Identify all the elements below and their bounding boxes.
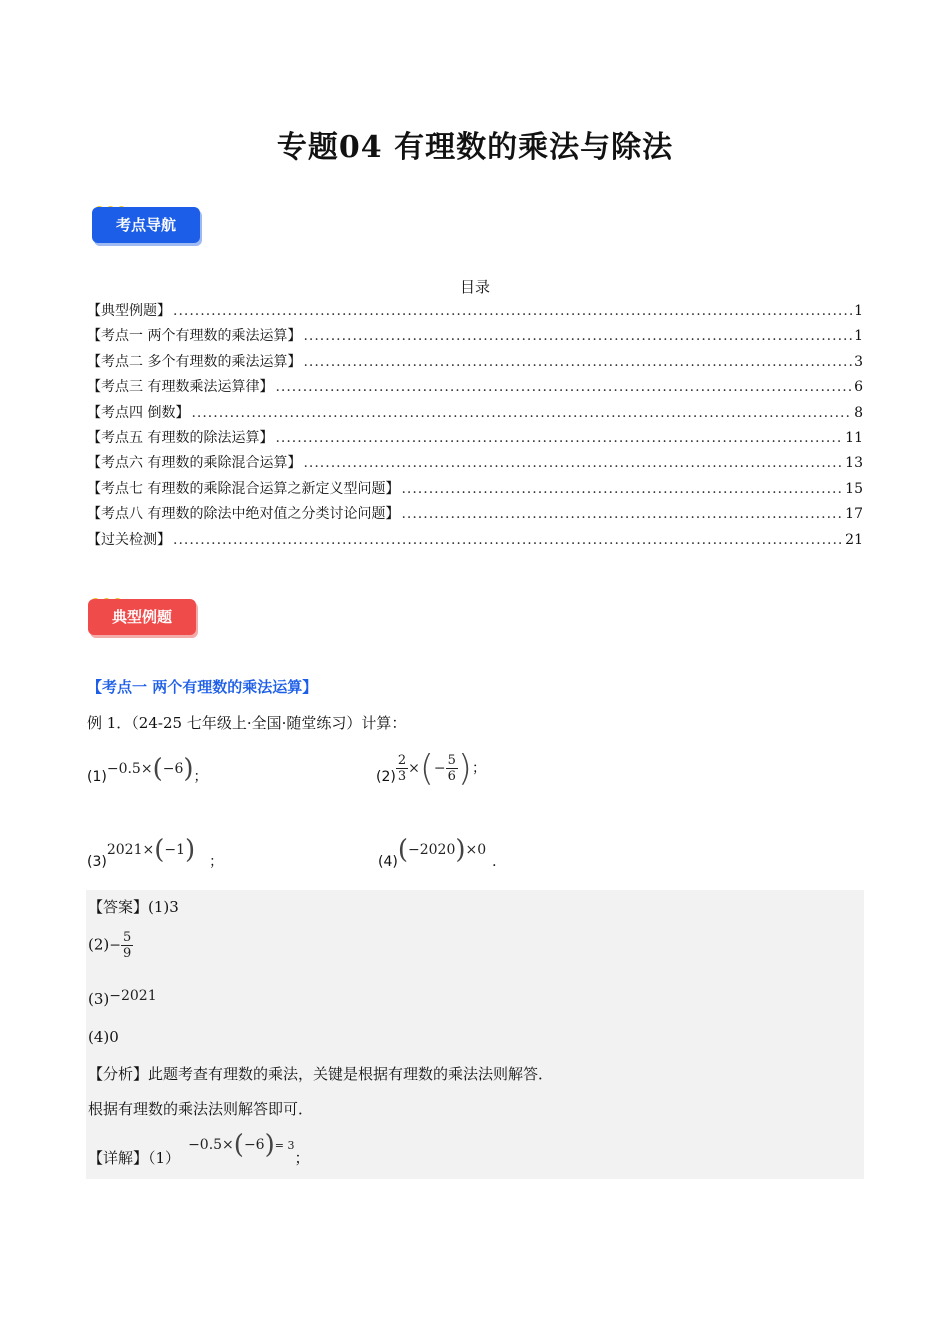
question-argument: −1: [164, 842, 185, 858]
table-of-contents: [87, 300, 863, 554]
example-intro: 例 1．（24-25 七年级上·全国·随堂练习）计算：: [87, 714, 407, 732]
question-2: (2) $\frac{2}{3}$ ×(− $\frac{5}{6}$ )；: [376, 748, 486, 789]
toc-page-number: 17: [845, 506, 863, 523]
answer-1: [88, 896, 179, 917]
toc-page-number: 15: [845, 480, 863, 497]
question-number: (1): [87, 769, 107, 785]
toc-leader-dots: [275, 379, 852, 395]
toc-leader-dots: [173, 303, 852, 319]
question-expression: −0.5×: [106, 761, 153, 777]
answer-value: (1)3: [148, 898, 179, 916]
question-4: (4)(−2020)×0．: [378, 835, 507, 870]
toc-leader-dots: [173, 532, 843, 548]
toc-page-number: 6: [854, 379, 863, 396]
fraction-denominator: 3: [397, 769, 407, 784]
toc-entry[interactable]: [87, 351, 863, 376]
toc-entry-label: 【考点四 倒数】: [87, 404, 190, 421]
toc-page-number: 1: [854, 303, 863, 319]
question-expression: ×0: [465, 842, 487, 858]
question-argument: −2020: [408, 842, 456, 858]
toc-entry[interactable]: [87, 427, 863, 452]
detail-result: = 3: [274, 1139, 295, 1152]
toc-leader-dots: [401, 506, 843, 522]
fraction-denominator: 9: [122, 946, 132, 961]
fraction-numerator: 2: [397, 753, 407, 768]
toc-leader-dots: [303, 328, 852, 344]
toc-page-number: 11: [845, 429, 863, 446]
answer-3: [88, 990, 157, 1008]
toc-entry[interactable]: [87, 529, 863, 554]
toc-entry-label: 【典型例题】: [87, 303, 171, 319]
toc-entry-label: 【考点三 有理数乘法运算律】: [87, 379, 274, 396]
toc-page-number: 13: [845, 455, 863, 472]
toc-entry[interactable]: [87, 452, 863, 477]
question-number: (2): [376, 768, 396, 785]
answer-value: −2021: [109, 988, 157, 1004]
detail-number: （1）: [148, 1149, 181, 1167]
toc-entry[interactable]: [87, 478, 863, 503]
detail-end: ；: [294, 1149, 310, 1167]
detail-label: 【详解】: [88, 1149, 149, 1167]
question-end: ；: [209, 854, 224, 870]
question-end: ．: [492, 854, 507, 870]
question-number: (4): [378, 854, 398, 870]
toc-entry-label: 【考点八 有理数的除法中绝对值之分类讨论问题】: [87, 506, 400, 523]
toc-entry-label: 【考点五 有理数的除法运算】: [87, 429, 274, 446]
toc-page-number: 21: [845, 531, 863, 548]
section-heading: 【考点一 两个有理数的乘法运算】: [87, 678, 318, 696]
toc-entry[interactable]: [87, 325, 863, 350]
examples-badge: 典型例题: [88, 599, 196, 635]
analysis: [88, 1063, 553, 1084]
toc-leader-dots: [303, 354, 852, 370]
question-expression: 2021×: [106, 842, 155, 858]
toc-entry-label: 【考点六 有理数的乘除混合运算】: [87, 455, 302, 472]
answer-sign: −: [109, 937, 121, 954]
toc-entry-label: 【考点七 有理数的乘除混合运算之新定义型问题】: [87, 480, 400, 497]
analysis-label: 【分析】: [88, 1065, 149, 1083]
toc-entry-label: 【考点一 两个有理数的乘法运算】: [87, 328, 302, 345]
question-3: (3)2021×(−1) ；: [87, 835, 224, 870]
question-argument: −6: [162, 761, 184, 777]
toc-page-number: 8: [854, 404, 863, 421]
toc-entry-label: 【过关检测】: [87, 531, 171, 548]
fraction-numerator: 5: [122, 930, 132, 945]
inner-sign: −: [433, 760, 446, 777]
question-number: (3): [87, 854, 107, 870]
analysis-text: 此题考查有理数的乘法，关键是根据有理数的乘法法则解答．: [148, 1065, 554, 1083]
detail-expression: −0.5×: [188, 1137, 234, 1153]
toc-leader-dots: [303, 455, 843, 471]
fraction-denominator: 6: [447, 769, 456, 784]
nav-badge: 考点导航: [92, 207, 200, 243]
question-end: ；: [193, 769, 208, 785]
answer-2: [88, 930, 133, 961]
question-end: ；: [471, 760, 486, 777]
toc-entry-label: 【考点二 多个有理数的乘法运算】: [87, 353, 302, 370]
answer-label: 【答案】: [88, 898, 149, 916]
toc-leader-dots: [401, 481, 843, 497]
fraction-numerator: 5: [447, 753, 456, 768]
analysis-2: 根据有理数的乘法法则解答即可．: [88, 1100, 314, 1118]
page-title: 专题04 有理数的乘法与除法: [276, 130, 674, 165]
toc-entry[interactable]: [87, 376, 863, 401]
toc-entry[interactable]: [87, 503, 863, 528]
answer-4: (4)0: [88, 1028, 119, 1046]
answer-number: (3): [88, 990, 110, 1008]
answer-box: [86, 890, 864, 1179]
toc-page-number: 1: [854, 328, 863, 345]
toc-entry[interactable]: [87, 402, 863, 427]
toc-page-number: 3: [854, 353, 863, 370]
question-1: (1)−0.5×(−6)；: [87, 754, 208, 785]
detail-argument: −6: [243, 1137, 265, 1153]
times-sign: ×: [408, 760, 420, 777]
toc-leader-dots: [191, 405, 852, 421]
toc-entry[interactable]: [87, 300, 863, 325]
detail: 【详解】（1）−0.5×(−6)= 3；: [88, 1130, 310, 1167]
answer-number: (2): [88, 935, 110, 954]
toc-leader-dots: [275, 430, 843, 446]
toc-heading: 目录: [459, 278, 490, 296]
